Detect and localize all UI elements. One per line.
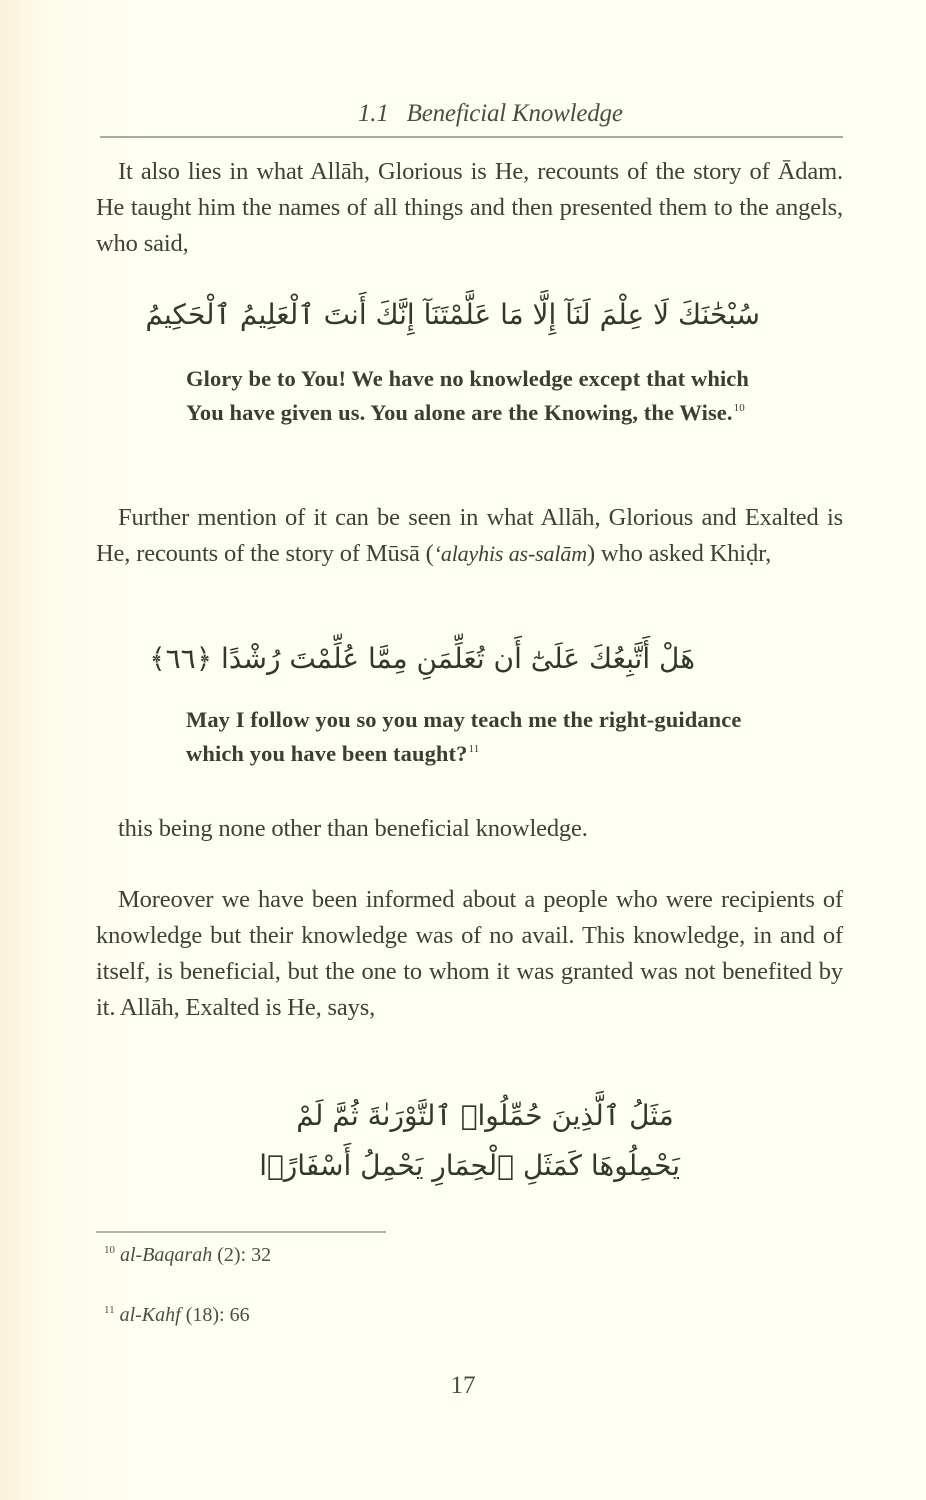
footnote-surah: al-Baqarah — [120, 1244, 213, 1266]
footnote-ref: (18): 66 — [185, 1304, 250, 1326]
running-head — [100, 96, 843, 138]
section-number: 1.1 — [358, 100, 389, 127]
footnote-11 — [104, 1304, 250, 1327]
paragraph-adam: It also lies in what Allāh, Glorious is He, recounts of the story of Ādam. He taught him the names of all things and then presented them to the angels, who said, — [96, 158, 843, 257]
running-head-text — [358, 100, 623, 128]
paragraph-text: ) who asked Khiḍr, — [586, 540, 772, 567]
paragraph-musa — [96, 500, 843, 572]
quran-verse-arabic-2: هَلْ أَتَّبِعُكَ عَلَىٰٓ أَن تُعَلِّمَنِ مِمَّا عُلِّمْتَ رُشْدًا ﴿٦٦﴾ — [149, 642, 695, 675]
verse-translation-1 — [186, 362, 756, 430]
footnote-number: 11 — [104, 1304, 115, 1316]
footnote-10 — [104, 1244, 271, 1267]
footnote-divider — [96, 1231, 386, 1233]
paragraph-beneficial: this being none other than beneficial knowledge. — [118, 815, 588, 842]
quran-verse-arabic-3-line1: مَثَلُ ٱلَّذِينَ حُمِّلُوا۟ ٱلتَّوْرَىٰةَ ثُمَّ لَمْ — [296, 1099, 674, 1132]
footnote-ref-11[interactable]: 11 — [468, 743, 480, 755]
quran-verse-arabic-3-line2: يَحْمِلُوهَا كَمَثَلِ ٱلْحِمَارِ يَحْمِلُ أَسْفَارًۢا — [259, 1149, 680, 1182]
translation-text: May I follow you so you may teach me the right-guidance which you have been taught? — [186, 707, 742, 766]
paragraph-text: Further mention of it can be seen in what Allāh, Glorious and Exalted is He, recounts of the story of Mūsā ( — [96, 504, 843, 567]
page-number: 17 — [450, 1372, 476, 1399]
footnote-ref: (2): 32 — [217, 1244, 272, 1266]
footnote-ref-10[interactable]: 10 — [733, 402, 745, 414]
footnote-number: 10 — [104, 1244, 115, 1256]
verse-translation-2 — [186, 703, 756, 771]
section-title: Beneficial Knowledge — [406, 100, 623, 127]
quran-verse-arabic-1: سُبْحَٰنَكَ لَا عِلْمَ لَنَآ إِلَّا مَا عَلَّمْتَنَآ إِنَّكَ أَنتَ ٱلْعَلِيمُ ٱلْحَكِيمُ — [145, 298, 760, 331]
honorific-italic: ‘alayhis as-salām — [433, 541, 587, 566]
footnote-surah: al-Kahf — [119, 1304, 181, 1326]
paragraph-people: Moreover we have been informed about a people who were recipients of knowledge but their knowledge was of no avail. This knowledge, in and of itself, is beneficial, but the one to whom it was granted was not benefited by it. Allāh, Exalted is He, says, — [96, 886, 843, 1021]
translation-text: Glory be to You! We have no knowledge except that which You have given us. You alone are the Knowing, the Wise. — [186, 366, 750, 425]
